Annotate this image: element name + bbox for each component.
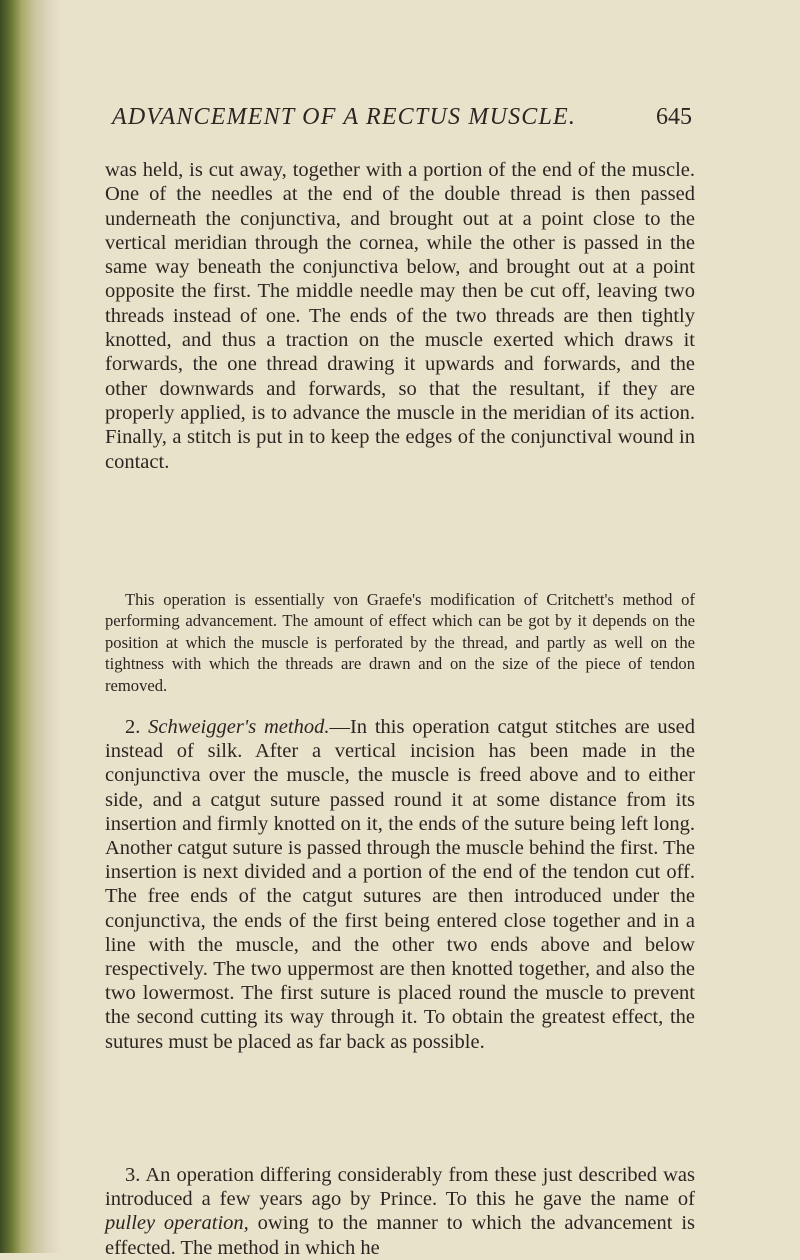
running-header (112, 104, 692, 140)
paragraph-2 (105, 715, 695, 1054)
paragraph-2-text: —In this operation catgut stitches are used instead of silk. After a vertical incision has been made in the conjunctiva over the muscle, the muscle is freed above and to either side, and a catgut suture passed round it at some distance from its insertion and firmly knotted on it, the ends of the suture being left long. Another catgut suture is passed through the muscle behind the first. The insertion is next divided and a portion of the end of the tendon cut off. The free ends of the catgut sutures are then introduced under the conjunctiva, the ends of the first being entered close together and in a line with the muscle, and the other two ends above and below respectively. The two uppermost are then knotted together, and also the two lowermost. The first suture is placed round the muscle to prevent the second cutting its way through it. To obtain the greatest effect, the sutures must be placed as far back as possible. (105, 716, 696, 1053)
paragraph-3-lead: 3. An operation differing considerably from these just described was introduced a few years ago by Prince. To this he gave the name of (105, 1164, 695, 1211)
schweigger-method-heading: Schweigger's method. (148, 716, 330, 738)
small-print-note: This operation is essentially von Graefe's modification of Critchett's method of performing advancement. The amount of effect which can be got by it depends on the position at which the muscle is perforated by the thread, and partly as well on the tightness with which the threads are drawn and on the size of the piece of tendon removed. (105, 590, 695, 695)
paragraph-3-tail: owing to the manner to which the advancement is effected. The method in which he (105, 1212, 695, 1259)
paragraph-2-number: 2. (125, 716, 141, 738)
pulley-operation-term: pulley operation, (105, 1212, 249, 1235)
paragraph-1: was held, is cut away, together with a portion of the end of the muscle. One of the needles at the end of the double thread is then passed underneath the conjunctiva, and brought out at a point close to the vertical meridian through the cornea, while the other is passed in the same way beneath the conjunctiva below, and brought out at a point opposite the first. The middle needle may then be cut off, leaving two threads instead of one. The ends of the two threads are then tightly knotted, and thus a traction on the muscle exerted which draws it forwards, the one thread drawing it upwards and forwards, and the other downwards and forwards, so that the resultant, if they are properly applied, is to advance the muscle in the meridian of its action. Finally, a stitch is put in to keep the edges of the conjunctival wound in contact. (105, 159, 695, 473)
page-number: 645 (656, 104, 692, 130)
running-title: ADVANCEMENT OF A RECTUS MUSCLE. (112, 104, 577, 130)
paragraph-3 (105, 1163, 695, 1260)
